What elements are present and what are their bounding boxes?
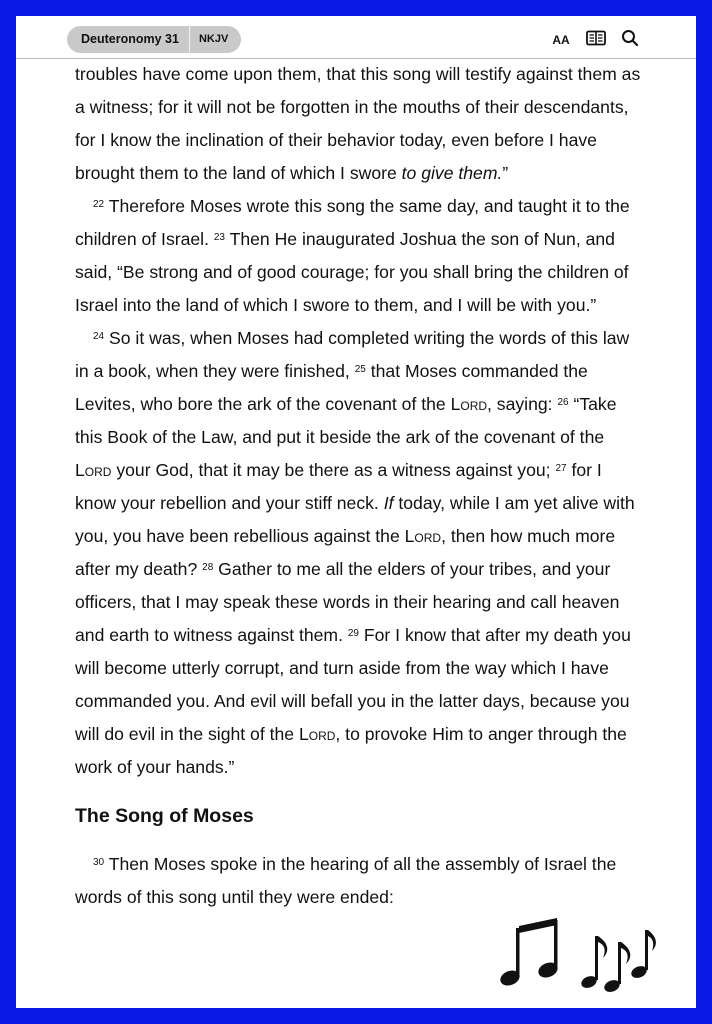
top-toolbar bbox=[16, 16, 696, 59]
section-heading: The Song of Moses bbox=[75, 805, 254, 827]
passage-selector bbox=[67, 26, 241, 53]
music-notes-icon bbox=[499, 904, 659, 1004]
verse-28-text: Gather to me all the elders of your tribes, and your officers, that I may speak these words in their hearing and call heaven and earth to witness against them. bbox=[75, 559, 620, 645]
lord-small-caps: Lord bbox=[75, 460, 112, 480]
font-size-icon: AA bbox=[552, 33, 570, 47]
reading-mode-button[interactable] bbox=[585, 30, 607, 50]
verse-25-text-end: , saying: bbox=[487, 394, 553, 414]
paragraph-24-29 bbox=[75, 322, 641, 784]
verse-number: 25 bbox=[354, 364, 366, 375]
verse-23-text: Then He inaugurated Joshua the son of Nun, and said, “Be strong and of good courage; for you shall bring the children of Israel into the land of which I swore to them, and I will be with you.” bbox=[75, 229, 629, 315]
search-button[interactable] bbox=[620, 30, 640, 50]
verse-27-text-end: , then how much more after my death? bbox=[75, 526, 616, 579]
verse-29-text: For I know that after my death you will become utterly corrupt, and turn aside from the way which I have commanded you. And evil will befall you in the latter days, because you will do evil in the sight of the bbox=[75, 625, 631, 744]
verse-21-close-quote: ” bbox=[502, 163, 509, 183]
lord-small-caps: Lord bbox=[450, 394, 488, 414]
verse-30-text: Then Moses spoke in the hearing of all the assembly of Israel the words of this song until they were ended: bbox=[75, 854, 617, 907]
paragraph-continuation bbox=[75, 58, 641, 190]
verse-26-text-end: your God, that it may be there as a witness against you; bbox=[111, 460, 551, 480]
verse-number: 26 bbox=[557, 397, 569, 408]
verse-number: 29 bbox=[347, 628, 359, 639]
verse-number: 30 bbox=[93, 857, 105, 868]
verse-21-italic: to give them. bbox=[401, 163, 503, 183]
lord-small-caps: Lord bbox=[298, 724, 336, 744]
book-chapter-button[interactable]: Deuteronomy 31 bbox=[81, 32, 179, 46]
verse-24-text: So it was, when Moses had completed writing the words of this law in a book, when they were finished, bbox=[75, 328, 630, 381]
book-open-icon bbox=[586, 30, 606, 51]
font-size-button[interactable] bbox=[550, 30, 572, 50]
verse-number: 27 bbox=[555, 463, 567, 474]
search-icon bbox=[621, 29, 639, 52]
verse-25-text: that Moses commanded the Levites, who bore the ark of the covenant of the bbox=[75, 361, 588, 414]
verse-26-text: “Take this Book of the Law, and put it beside the ark of the covenant of the bbox=[75, 394, 617, 447]
verse-27-italic: If bbox=[383, 493, 394, 513]
verse-21-text: troubles have come upon them, that this song will testify against them as a witness; for it will not be forgotten in the mouths of their descendants, for I know the inclination of their behavior today, even before I have brought them to the land of which I swore bbox=[75, 64, 641, 183]
verse-number: 23 bbox=[213, 232, 225, 243]
version-button[interactable]: NKJV bbox=[198, 33, 229, 45]
paragraph-22-23 bbox=[75, 190, 641, 322]
reader-screen bbox=[16, 16, 696, 1008]
scripture-text bbox=[75, 58, 641, 914]
lord-small-caps: Lord bbox=[404, 526, 442, 546]
verse-number: 22 bbox=[93, 199, 105, 210]
verse-number: 28 bbox=[202, 562, 214, 573]
verse-27-text: for I know your rebellion and your stiff neck. bbox=[75, 460, 602, 513]
verse-29-text-end: , to provoke Him to anger through the work of your hands.” bbox=[75, 724, 627, 777]
verse-number: 24 bbox=[93, 331, 105, 342]
verse-22-text: Therefore Moses wrote this song the same day, and taught it to the children of Israel. bbox=[75, 196, 630, 249]
verse-27-text-mid: today, while I am yet alive with you, you have been rebellious against the bbox=[75, 493, 635, 546]
